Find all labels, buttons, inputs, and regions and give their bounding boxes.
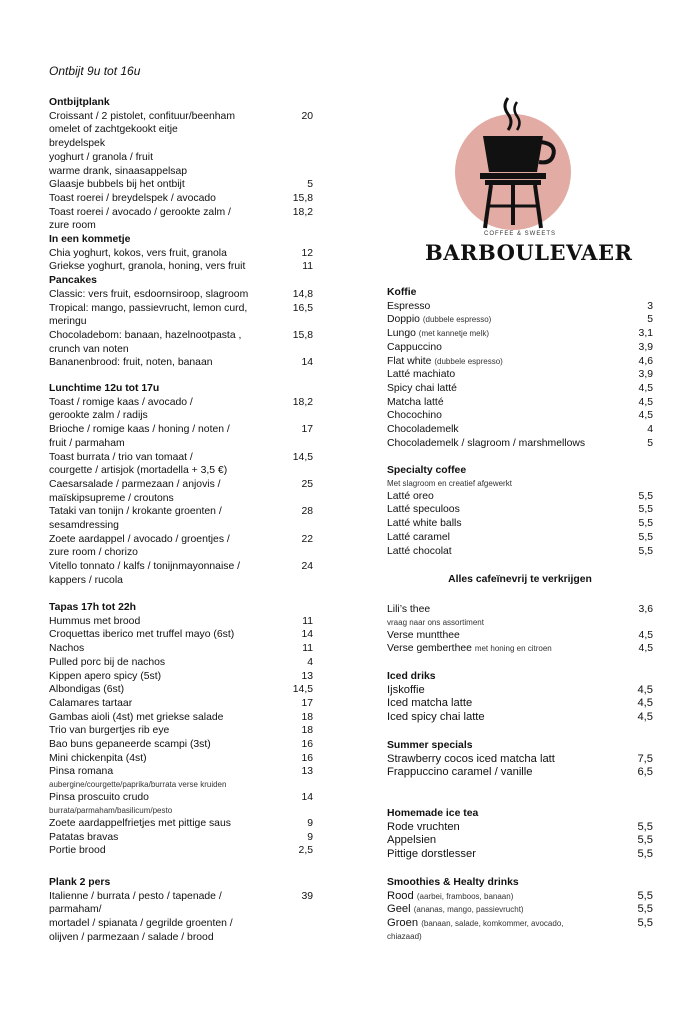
menu-item	[49, 356, 319, 370]
ontbijtplank-section	[49, 96, 319, 370]
item-name: warme drank, sinaasappelsap	[49, 165, 188, 177]
item-name: Ijskoffie	[387, 683, 425, 696]
item-name: Bao buns gepaneerde scampi (3st)	[49, 739, 211, 751]
left-column	[49, 0, 319, 1024]
menu-item	[49, 519, 319, 533]
item-price: 4,5	[637, 711, 653, 724]
menu-item	[49, 123, 319, 137]
menu-item	[49, 302, 319, 316]
item-name: Spicy chai latté	[387, 382, 457, 394]
item-name: Latté white balls	[387, 518, 462, 530]
menu-item	[49, 711, 319, 725]
item-name: Pinsa proscuito crudo	[49, 792, 149, 804]
item-price: 5,5	[637, 834, 653, 847]
item-name: Mini chickenpita (4st)	[49, 752, 147, 764]
item-name: Rood	[387, 889, 414, 902]
logo-tagline: COFFEE & SWEETS	[483, 231, 556, 237]
menu-item	[49, 628, 319, 642]
item-price: 6,5	[637, 766, 653, 779]
hours-text: Ontbijt 9u tot 16u	[49, 64, 141, 78]
item-price: 17	[301, 424, 313, 436]
menu-item	[49, 903, 319, 917]
item-note: chiazaad)	[387, 931, 422, 941]
item-name: Albondigas (6st)	[49, 684, 125, 696]
section-subtitle: Met slagroom en creatief afgewerkt	[387, 478, 512, 488]
menu-item	[49, 151, 319, 165]
item-name: Croquettas iberico met truffel mayo (6st)	[49, 629, 235, 641]
item-price: 4,5	[638, 382, 653, 394]
item-price: 28	[301, 506, 313, 518]
item-name: kappers / rucola	[49, 574, 123, 586]
item-name: Gambas aioli (4st) met griekse salade	[49, 711, 224, 723]
item-name: Chocochino	[387, 410, 442, 422]
item-price: 14	[301, 792, 313, 804]
item-name: courgette / artisjok (mortadella + 3,5 €)	[49, 465, 228, 477]
menu-item	[49, 831, 319, 845]
menu-item	[387, 437, 653, 451]
menu-item	[49, 178, 319, 192]
item-name: maïskipsupreme / croutons	[49, 492, 174, 504]
item-price: 4,5	[638, 396, 653, 408]
item-name: Zoete aardappel / avocado / groentjes /	[49, 533, 230, 545]
item-price: 13	[301, 766, 313, 778]
item-name: Italienne / burrata / pesto / tapenade /	[49, 890, 222, 902]
logo-brand: BARBOULEVAER	[425, 240, 633, 265]
item-price: 24	[301, 561, 313, 573]
decaf-note	[387, 574, 653, 585]
item-price: 14,8	[292, 288, 313, 300]
menu-item	[387, 834, 653, 848]
section-title: Specialty coffee	[387, 465, 467, 476]
item-price: 3	[647, 300, 653, 312]
menu-item	[387, 684, 653, 698]
section-title: In een kommetje	[49, 234, 131, 246]
item-name: Iced spicy chai latte	[387, 711, 485, 724]
item-name: Flat white	[387, 355, 432, 367]
item-name: yoghurt / granola / fruit	[49, 151, 153, 163]
thee-section	[387, 603, 653, 656]
item-name: Chocolademelk / slagroom / marshmellows	[387, 437, 586, 449]
menu-item	[49, 247, 319, 261]
item-price: 3,1	[638, 328, 653, 340]
menu-item	[49, 890, 319, 904]
item-note: vraag naar ons assortiment	[387, 617, 484, 627]
item-name: Latté caramel	[387, 531, 450, 543]
menu-item	[387, 327, 653, 341]
menu-item	[49, 478, 319, 492]
item-price: 3,6	[638, 604, 653, 615]
menu-item	[49, 396, 319, 410]
item-name: Zoete aardappelfrietjes met pittige saus	[49, 817, 231, 829]
menu-item	[49, 492, 319, 506]
item-name: meringu	[49, 316, 87, 328]
item-name: Doppio	[387, 314, 420, 326]
item-name: Bananenbrood: fruit, noten, banaan	[49, 357, 213, 369]
menu-item	[49, 615, 319, 629]
menu-item	[49, 505, 319, 519]
menu-item	[49, 464, 319, 478]
item-price: 11	[302, 261, 313, 273]
menu-item	[49, 137, 319, 151]
item-name: olijven / parmezaan / salade / brood	[49, 931, 214, 943]
item-name: Latté chocolat	[387, 545, 452, 557]
menu-item	[387, 545, 653, 559]
section-title: Tapas 17h tot 22h	[49, 602, 136, 613]
item-name: gerookte zalm / radijs	[49, 410, 148, 422]
item-price: 39	[301, 890, 313, 902]
item-price: 11	[302, 643, 313, 655]
item-name: sesamdressing	[49, 520, 119, 532]
menu-item	[387, 313, 653, 327]
item-price: 15,8	[292, 192, 313, 204]
menu-item	[49, 560, 319, 574]
item-price: 5,5	[637, 889, 653, 902]
item-note: met honing en citroen	[474, 644, 552, 654]
menu-item	[49, 697, 319, 711]
item-price: 5,5	[638, 504, 653, 516]
menu-item	[49, 931, 319, 945]
item-name: Calamares tartaar	[49, 697, 133, 709]
item-name: Pinsa romana	[49, 766, 114, 778]
item-price: 18,2	[292, 396, 313, 408]
menu-item	[49, 752, 319, 766]
menu-item	[49, 192, 319, 206]
item-name: Classic: vers fruit, esdoornsiroop, slagroom	[49, 288, 249, 300]
item-name: Glaasje bubbels bij het ontbijt	[49, 179, 185, 191]
section-title: Summer specials	[387, 740, 473, 751]
item-price: 11	[302, 615, 313, 627]
item-price: 13	[301, 670, 313, 682]
item-price: 9	[307, 831, 313, 843]
menu-item	[387, 821, 653, 835]
menu-item	[387, 423, 653, 437]
tapas-section	[49, 601, 319, 858]
item-price: 17	[301, 697, 313, 709]
menu-item	[387, 903, 653, 917]
item-price: 14,5	[292, 684, 313, 696]
menu-item	[49, 165, 319, 179]
menu-item	[49, 329, 319, 343]
icetea-section	[387, 807, 653, 862]
item-price: 4	[307, 656, 313, 668]
item-note: (met kannetje melk)	[418, 329, 490, 339]
menu-item	[49, 574, 319, 588]
menu-item	[387, 341, 653, 355]
item-price: 5,5	[637, 917, 653, 930]
item-name: Pittige dorstlesser	[387, 848, 476, 861]
item-name: Brioche / romige kaas / honing / noten /	[49, 424, 230, 436]
item-price: 7,5	[637, 752, 653, 765]
menu-item	[387, 603, 653, 617]
menu-item	[49, 791, 319, 805]
lunch-section	[49, 382, 319, 588]
item-name: zure room	[49, 220, 96, 232]
item-price: 4,5	[638, 410, 653, 422]
item-name: Strawberry cocos iced matcha latt	[387, 752, 555, 765]
item-name: mortadel / spianata / gegrilde groenten /	[49, 918, 233, 930]
menu-item	[387, 490, 653, 504]
item-name: parmaham/	[49, 904, 102, 916]
summer-section	[387, 739, 653, 780]
item-note: (banaan, salade, komkommer, avocado,	[421, 919, 564, 929]
menu-item	[387, 642, 653, 656]
item-price: 5,5	[638, 518, 653, 530]
menu-item	[49, 423, 319, 437]
menu-item	[49, 206, 319, 220]
item-name: Croissant / 2 pistolet, confituur/beenham	[49, 110, 235, 122]
item-name: Toast burrata / trio van tomaat /	[49, 451, 193, 463]
menu-item	[387, 848, 653, 862]
section-title: Pancakes	[49, 275, 97, 287]
item-price: 18	[301, 711, 313, 723]
item-note: (aarbei, framboos, banaan)	[416, 891, 514, 901]
specialty-section	[387, 464, 653, 558]
item-price: 16,5	[292, 302, 313, 314]
item-name: Griekse yoghurt, granola, honing, vers fruit	[49, 261, 246, 273]
menu-item	[49, 642, 319, 656]
menu-item	[49, 343, 319, 357]
item-name: omelet of zachtgekookt eitje	[49, 124, 178, 136]
menu-item	[387, 368, 653, 382]
item-price: 12	[301, 247, 313, 259]
menu-item	[387, 753, 653, 767]
menu-item	[387, 917, 653, 931]
item-name: Chocoladebom: banaan, hazelnootpasta ,	[49, 329, 242, 341]
item-name: Groen	[387, 917, 419, 930]
menu-item	[387, 697, 653, 711]
item-note: (dubbele espresso)	[422, 315, 492, 325]
menu-item	[387, 517, 653, 531]
menu-item	[387, 766, 653, 780]
item-price: 14	[301, 629, 313, 641]
item-name: Toast roerei / breydelspek / avocado	[49, 192, 216, 204]
menu-item	[49, 219, 319, 233]
item-price: 5	[647, 314, 653, 326]
item-price: 5,5	[638, 545, 653, 557]
item-name: Portie brood	[49, 845, 106, 857]
item-name: Lungo	[387, 328, 416, 340]
item-name: Nachos	[49, 643, 85, 655]
menu-item	[387, 382, 653, 396]
item-price: 5	[307, 179, 313, 191]
menu-item	[49, 817, 319, 831]
menu-item	[387, 629, 653, 643]
item-price: 4	[647, 424, 653, 436]
item-price: 4,6	[638, 355, 653, 367]
section-title: Koffie	[387, 287, 417, 298]
menu-item	[387, 890, 653, 904]
item-price: 4,5	[637, 697, 653, 710]
menu-item	[49, 288, 319, 302]
item-name: Toast roerei / avocado / gerookte zalm /	[49, 206, 231, 218]
item-name: Appelsien	[387, 834, 437, 847]
item-name: Hummus met brood	[49, 615, 141, 627]
menu-item	[49, 437, 319, 451]
item-price: 25	[301, 478, 313, 490]
item-price: 4,5	[638, 629, 653, 641]
item-price: 5,5	[638, 531, 653, 543]
item-price: 5,5	[637, 903, 653, 916]
section-title: Ontbijtplank	[49, 97, 110, 108]
section-title: Homemade ice tea	[387, 808, 479, 819]
plank-section	[49, 876, 319, 945]
menu-item	[49, 765, 319, 779]
item-name: breydelspek	[49, 138, 106, 150]
item-price: 15,8	[292, 329, 313, 341]
item-price: 20	[301, 110, 313, 122]
decaf-text: Alles cafeïnevrij te verkrijgen	[448, 574, 592, 585]
item-name: Frappuccino caramel / vanille	[387, 766, 533, 779]
item-price: 3,9	[638, 369, 653, 381]
item-name: Latté machiato	[387, 369, 456, 381]
koffie-section	[387, 286, 653, 450]
menu-item	[49, 844, 319, 858]
menu-item	[49, 917, 319, 931]
menu-item	[49, 409, 319, 423]
section-title: Plank 2 pers	[49, 877, 111, 888]
item-name: crunch van noten	[49, 343, 129, 355]
item-note: burrata/parmaham/basilicum/pesto	[49, 805, 173, 815]
item-name: Rode vruchten	[387, 820, 460, 833]
item-note: (dubbele espresso)	[434, 356, 503, 366]
iced-section	[387, 670, 653, 725]
item-name: Tropical: mango, passievrucht, lemon curd,	[49, 302, 248, 314]
item-price: 4,5	[638, 643, 653, 655]
item-name: Cappuccino	[387, 341, 442, 353]
menu-item	[49, 670, 319, 684]
section-title: Lunchtime 12u tot 17u	[49, 383, 160, 394]
item-name: Kippen apero spicy (5st)	[49, 670, 162, 682]
item-price: 16	[301, 752, 313, 764]
item-name: Iced matcha latte	[387, 697, 473, 710]
menu-item	[49, 533, 319, 547]
item-price: 5,5	[637, 820, 653, 833]
item-name: Chia yoghurt, kokos, vers fruit, granola	[49, 247, 227, 259]
item-name: Patatas bravas	[49, 831, 119, 843]
item-name: Espresso	[387, 300, 431, 312]
menu-item	[49, 451, 319, 465]
item-name: Tataki van tonijn / krokante groenten /	[49, 506, 222, 518]
item-price: 5,5	[637, 848, 653, 861]
menu-item	[49, 656, 319, 670]
item-name: Latté oreo	[387, 490, 434, 502]
item-name: Verse muntthee	[387, 629, 460, 641]
section-title: Smoothies & Healty drinks	[387, 877, 519, 888]
menu-item	[387, 396, 653, 410]
menu-item	[49, 724, 319, 738]
item-name: Caesarsalade / parmezaan / anjovis /	[49, 478, 221, 490]
menu-item	[387, 503, 653, 517]
section-title: Iced driks	[387, 671, 436, 682]
item-price: 3,9	[638, 341, 653, 353]
item-note: aubergine/courgette/paprika/burrata verse kruiden	[49, 780, 227, 790]
menu-item	[387, 409, 653, 423]
item-name: Geel	[387, 903, 411, 916]
item-price: 5,5	[638, 490, 653, 502]
item-price: 14,5	[292, 451, 313, 463]
menu-item	[49, 738, 319, 752]
item-name: Lili’s thee	[387, 604, 431, 615]
item-price: 14	[301, 357, 313, 369]
menu-item	[387, 300, 653, 314]
item-name: Latté speculoos	[387, 504, 460, 516]
item-name: Matcha latté	[387, 396, 444, 408]
item-price: 5	[647, 437, 653, 449]
menu-item	[49, 683, 319, 697]
item-price: 9	[307, 817, 313, 829]
item-price: 4,5	[637, 683, 653, 696]
item-note: (ananas, mango, passievrucht)	[413, 905, 524, 915]
item-name: Verse gemberthee	[387, 643, 472, 655]
smoothies-section	[387, 876, 653, 943]
item-name: Trio van burgertjes rib eye	[49, 725, 170, 737]
item-price: 18,2	[292, 206, 313, 218]
item-name: Vitello tonnato / kalfs / tonijnmayonnaise /	[49, 561, 240, 573]
menu-item	[49, 260, 319, 274]
menu-item	[387, 355, 653, 369]
item-price: 18	[301, 725, 313, 737]
item-name: fruit / parmaham	[49, 437, 125, 449]
menu-item	[387, 711, 653, 725]
item-name: Toast / romige kaas / avocado /	[49, 396, 193, 408]
item-price: 22	[301, 533, 313, 545]
item-price: 2,5	[298, 845, 313, 857]
menu-item	[49, 315, 319, 329]
right-column	[387, 0, 653, 1024]
item-price: 16	[301, 739, 313, 751]
item-name: zure room / chorizo	[49, 547, 138, 559]
item-name: Chocolademelk	[387, 424, 459, 436]
menu-item	[387, 531, 653, 545]
menu-item	[49, 546, 319, 560]
menu-item	[49, 110, 319, 124]
item-name: Pulled porc bij de nachos	[49, 656, 166, 668]
